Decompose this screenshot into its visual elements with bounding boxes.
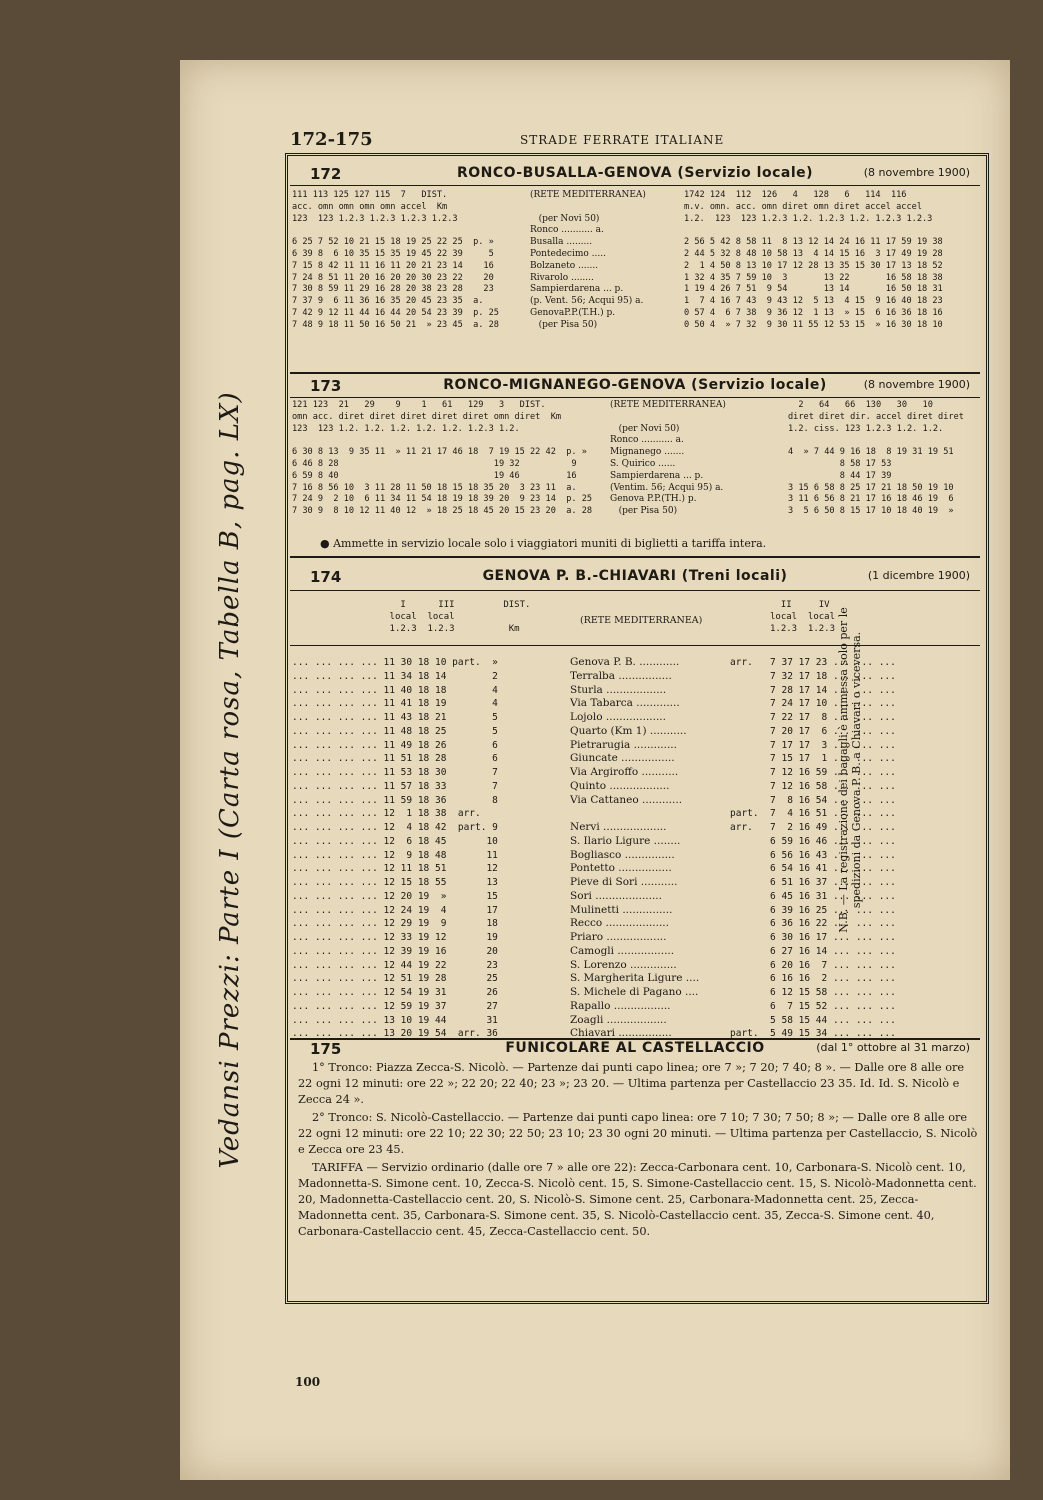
- section-number: 175: [310, 1040, 342, 1058]
- page-number: 100: [295, 1375, 321, 1389]
- s173-note-text: Ammette in servizio locale solo i viaggiatori muniti di biglietti a tariffa intera.: [333, 537, 767, 550]
- station-name: Chiavari ................: [570, 1027, 672, 1040]
- station-name: Recco ...................: [570, 917, 669, 930]
- section-number: 174: [310, 568, 342, 586]
- section-date: (1 dicembre 1900): [867, 569, 970, 582]
- station-name: Zoagli ..................: [570, 1013, 667, 1026]
- station-name: Priaro ..................: [570, 931, 667, 943]
- s174-network: (RETE MEDITERRANEA): [580, 615, 703, 626]
- station-name: Mulinetti ...............: [570, 903, 673, 916]
- station-name: Bogliasco ...............: [570, 848, 675, 861]
- station-name: Nervi ...................: [570, 821, 667, 833]
- station-name: Via Tabarca .............: [570, 697, 680, 710]
- section-title: GENOVA P. B.-CHIAVARI (Treni locali): [482, 568, 788, 584]
- divider: [290, 556, 980, 558]
- section-title: FUNICOLARE AL CASTELLACCIO: [505, 1040, 765, 1056]
- station-name: Rapallo .................: [570, 999, 671, 1012]
- station-name: Via Cattaneo ............: [570, 793, 683, 806]
- station-name: Genova P. B. ............: [570, 656, 680, 668]
- s174-left-times: ... ... ... ... 11 30 18 10 part. » ... ... ... ... 11 34 18 14 2 ... ... ... ... 11 40 18 18 4 ... ... ... ... 11 41 18 19 4 ... ... ... ... 11 43 18 21 5 ... ... ... ... 11 48 18 25 5 ... ... ... ... 11 49 18 26 6 ... ... ... ... 11 51 18 28 6 ... ... ... ... 11 53 18 30 7 ... ... ... ... 11 57 18 33 7 ... ... ... ... 11 59 18 36 8 ... ... ... ... 12 1 18 38 arr. ... ... ... ... 12 4 18 42 part. 9 ... ... ... ... 12 6 18 45 10 ... ... ... ... 12 9 18 48 11 ... ... ... ... 12 11 18 51 12 ... ... ... ... 12 15 18 55 13 ... ... ... ... 12 20 19 » 15 ... ... ... ... 12 24 19 4 17 ... ... ... ... 12 29 19 9 18 ... ... ... ... 12 33 19 12 19 ... ... ... ... 12 39 19 16 20 ... ... ... ... 12 44 19 22 23 ... ... ... ... 12 51 19 28 25 ... ... ... ... 12 54 19 31 26 ... ... ... ... 12 59 19 37 27 ... ... ... ... 13 10 19 44 31 ... ... ... ... 13 20 19 54 arr. 36: [292, 657, 498, 1040]
- sidebar-note: [205, 391, 255, 1169]
- station-name: Sori ....................: [570, 889, 662, 902]
- section-title: RONCO-MIGNANEGO-GENOVA (Servizio locale): [443, 377, 827, 393]
- s175-tronco-1: 1° Tronco: Piazza Zecca-S. Nicolò. — Partenze dai punti capo linea; ore 7 »; 7 20; 7 40; 8 ». — Dalle ore 8 alle ore 22 ogni 12 minuti: ore 22 »; 22 20; 22 40; 23 »; 23 20. — Ultima partenza per Castellaccio 23 35. Id. Id. S. Nicolò e Zecca 24 ».: [298, 1061, 965, 1106]
- station-name: Quarto (Km 1) ...........: [570, 724, 687, 737]
- station-name: S. Lorenzo ..............: [570, 958, 677, 971]
- s174-left-header: I III DIST. local local 1.2.3 1.2.3 Km: [389, 600, 531, 634]
- s174-vnote-text: N.B. — La registrazione dei bagagli è ammessa solo per le spedizioni da Genova P. B. a Chiavari o viceversa.: [837, 607, 863, 933]
- section-number: 172: [310, 165, 342, 183]
- station-name: Terralba ................: [570, 669, 672, 682]
- s173-left-times: 121 123 21 29 9 1 61 129 3 DIST. omn acc. diret diret diret diret diret omn diret Km 123 123 1.2. 1.2. 1.2. 1.2. 1.2. 1.2.3 1.2. 6 30 8 13 9 35 11 » 11 21 17 46 18 7 19 15 22 42 p. » 6 46 8 28 19 32 9 6 59 8 40 19 46 16 7 16 8 56 10 3 11 28 11 50 18 15 18 35 20 3 23 11 a. 7 24 9 2 10 6 11 34 11 54 18 19 18 39 20 9 23 14 p. 25 7 30 9 8 10 12 11 40 12 » 18 25 18 45 20 15 23 20 a. 28: [292, 400, 593, 517]
- station-name: Quinto ..................: [570, 779, 670, 792]
- station-name: [570, 807, 699, 821]
- s174-vertical-note: [837, 607, 863, 932]
- section-175: [290, 1038, 980, 1060]
- section-174: [290, 566, 980, 588]
- section-number: 173: [310, 377, 342, 395]
- sidebar-text: Vedansi Prezzi: Parte I (Carta rosa, Tabella B, pag. LX): [215, 391, 245, 1169]
- s173-stations: (RETE MEDITERRANEA) (per Novi 50) Ronco ........... a. Mignanego ....... S. Quirico ...... Sampierdarena ... p. (Ventim. 56; Acqui 95) a. Genova P.P.(TH.) p. (per Pisa 50): [610, 400, 726, 517]
- station-name: Giuncate ................: [570, 752, 675, 765]
- station-name: Pontetto ................: [570, 862, 672, 875]
- station-name: Sturla ..................: [570, 683, 667, 696]
- s173-note: ● Ammette in servizio locale solo i viaggiatori muniti di biglietti a tariffa intera.: [320, 537, 767, 550]
- station-name: S. Ilario Ligure ........: [570, 834, 681, 847]
- s175-body: [298, 1060, 978, 1242]
- station-name: Camogli .................: [570, 944, 675, 957]
- s174-right-times: arr. 7 37 17 23 ... ... ... 7 32 17 18 ... ... ... 7 28 17 14 ... ... ... 7 24 17 10 ... ... ... 7 22 17 8 ... ... ... 7 20 17 6 ... ... ... 7 17 17 3 ... ... ... 7 15 17 1 ... ... ... 7 12 16 59 ... ... ... 7 12 16 58 ... ... ... 7 8 16 54 ... ... ... part. 7 4 16 51 ... ... ... arr. 7 2 16 49 ... ... ... 6 59 16 46 ... ... ... 6 56 16 43 ... ... ... 6 54 16 41 ... ... ... 6 51 16 37 ... ... ... 6 45 16 31 ... ... ... 6 39 16 25 ... ... ... 6 36 16 22 ... ... ... 6 30 16 17 ... ... ... 6 27 16 14 ... ... ... 6 20 16 7 ... ... ... 6 16 16 2 ... ... ... 6 12 15 58 ... ... ... 6 7 15 52 ... ... ... 5 58 15 44 ... ... ... part. 5 49 15 34 ... ... ...: [730, 657, 896, 1040]
- station-name: S. Margherita Ligure ....: [570, 972, 700, 985]
- station-name: Via Argiroffo ...........: [570, 766, 679, 778]
- header-title: STRADE FERRATE ITALIANE: [520, 133, 725, 147]
- divider: [290, 645, 980, 646]
- divider: [290, 185, 980, 186]
- section-title: RONCO-BUSALLA-GENOVA (Servizio locale): [456, 165, 814, 181]
- divider: [290, 590, 980, 591]
- section-date: (8 novembre 1900): [863, 378, 970, 391]
- s173-right-times: 2 64 66 130 30 10 diret diret dir. accel diret diret 1.2. ciss. 123 1.2.3 1.2. 1.2. 4 » 7 44 9 16 18 8 19 31 19 51 8 58 17 53 8 44 17 39 3 15 6 58 8 25 17 21 18 50 19 10 3 11 6 56 8 21 17 16 18 46 19 6 3 5 6 50 8 15 17 10 18 40 19 »: [788, 400, 964, 517]
- section-173: [290, 375, 980, 397]
- station-name: Pieve di Sori ...........: [570, 876, 678, 888]
- section-date: (dal 1° ottobre al 31 marzo): [816, 1041, 970, 1054]
- s174-stations: [570, 656, 699, 1041]
- s175-tronco-2: 2° Tronco: S. Nicolò-Castellaccio. — Partenze dai punti capo linea: ore 7 10; 7 30; 7 50; 8 »; — Dalle ore 8 alle ore 22 ogni 12 minuti: ore 22 10; 22 30; 22 50; 23 10; 23 30 ogni 20 minuti. — Ultima partenza per Castellaccio, S. Nicolò e Zecca ore 23 45.: [298, 1111, 978, 1156]
- s172-stations: (RETE MEDITERRANEA) (per Novi 50) Ronco ........... a. Busalla ......... Pontedecimo ..... Bolzaneto ....... Rivarolo ........ Sampierdarena ... p. (p. Vent. 56; Acqui 95) a. GenovaP.P.(T.H.) p. (per Pisa 50): [530, 190, 646, 330]
- s172-left-times: 111 113 125 127 115 7 DIST. acc. omn omn omn omn accel Km 123 123 1.2.3 1.2.3 1.2.3 1.2.3 6 25 7 52 10 21 15 18 19 25 22 25 p. » 6 39 8 6 10 35 15 35 19 45 22 39 5 7 15 8 42 11 11 16 11 20 21 23 14 16 7 24 8 51 11 20 16 20 20 30 23 22 20 7 30 8 59 11 29 16 28 20 38 23 28 23 7 37 9 6 11 36 16 35 20 45 23 35 a. 7 42 9 12 11 44 16 44 20 54 23 39 p. 25 7 48 9 18 11 50 16 50 21 » 23 45 a. 28: [292, 190, 499, 330]
- s172-right-times: 1742 124 112 126 4 128 6 114 116 m.v. omn. acc. omn diret omn diret accel accel 1.2. 123 123 1.2.3 1.2. 1.2.3 1.2. 1.2.3 1.2.3 2 56 5 42 8 58 11 8 13 12 14 24 16 11 17 59 19 38 2 44 5 32 8 48 10 58 13 4 14 15 16 3 17 49 19 28 2 1 4 50 8 13 10 17 12 28 13 35 15 30 17 13 18 52 1 32 4 35 7 59 10 3 13 22 16 58 18 38 1 19 4 26 7 51 9 54 13 14 16 50 18 31 1 7 4 16 7 43 9 43 12 5 13 4 15 9 16 40 18 23 0 57 4 6 7 38 9 36 12 1 13 » 15 6 16 36 18 16 0 50 4 » 7 32 9 30 11 55 12 53 15 » 16 30 18 10: [684, 190, 943, 330]
- divider: [290, 397, 980, 398]
- station-name: Lojolo ..................: [570, 711, 666, 723]
- page-range: 172-175: [290, 129, 373, 150]
- section-172: [290, 163, 980, 185]
- divider: [290, 372, 980, 374]
- s175-tariffa: TARIFFA — Servizio ordinario (dalle ore 7 » alle ore 22): Zecca-Carbonara cent. 10, Carbonara-S. Nicolò cent. 10, Madonnetta-S. Simone cent. 10, Zecca-S. Nicolò cent. 15, S. Simone-Castellaccio cent. 15, S. Nicolò-Madonnetta cent. 20, Madonnetta-Castellaccio cent. 20, S. Nicolò-S. Simone cent. 25, Carbonara-Madonnetta cent. 25, Zecca-Madonnetta cent. 35, Carbonara-S. Simone cent. 35, S. Nicolò-Castellaccio cent. 35, Zecca-S. Simone cent. 40, Carbonara-Castellaccio cent. 45, Zecca-Castellaccio cent. 50.: [298, 1161, 977, 1238]
- station-name: Pietrarugia .............: [570, 738, 677, 751]
- station-name: S. Michele di Pagano ....: [570, 986, 699, 998]
- s174-right-header: II IV local local 1.2.3 1.2.3: [770, 600, 836, 634]
- section-date: (8 novembre 1900): [863, 166, 970, 179]
